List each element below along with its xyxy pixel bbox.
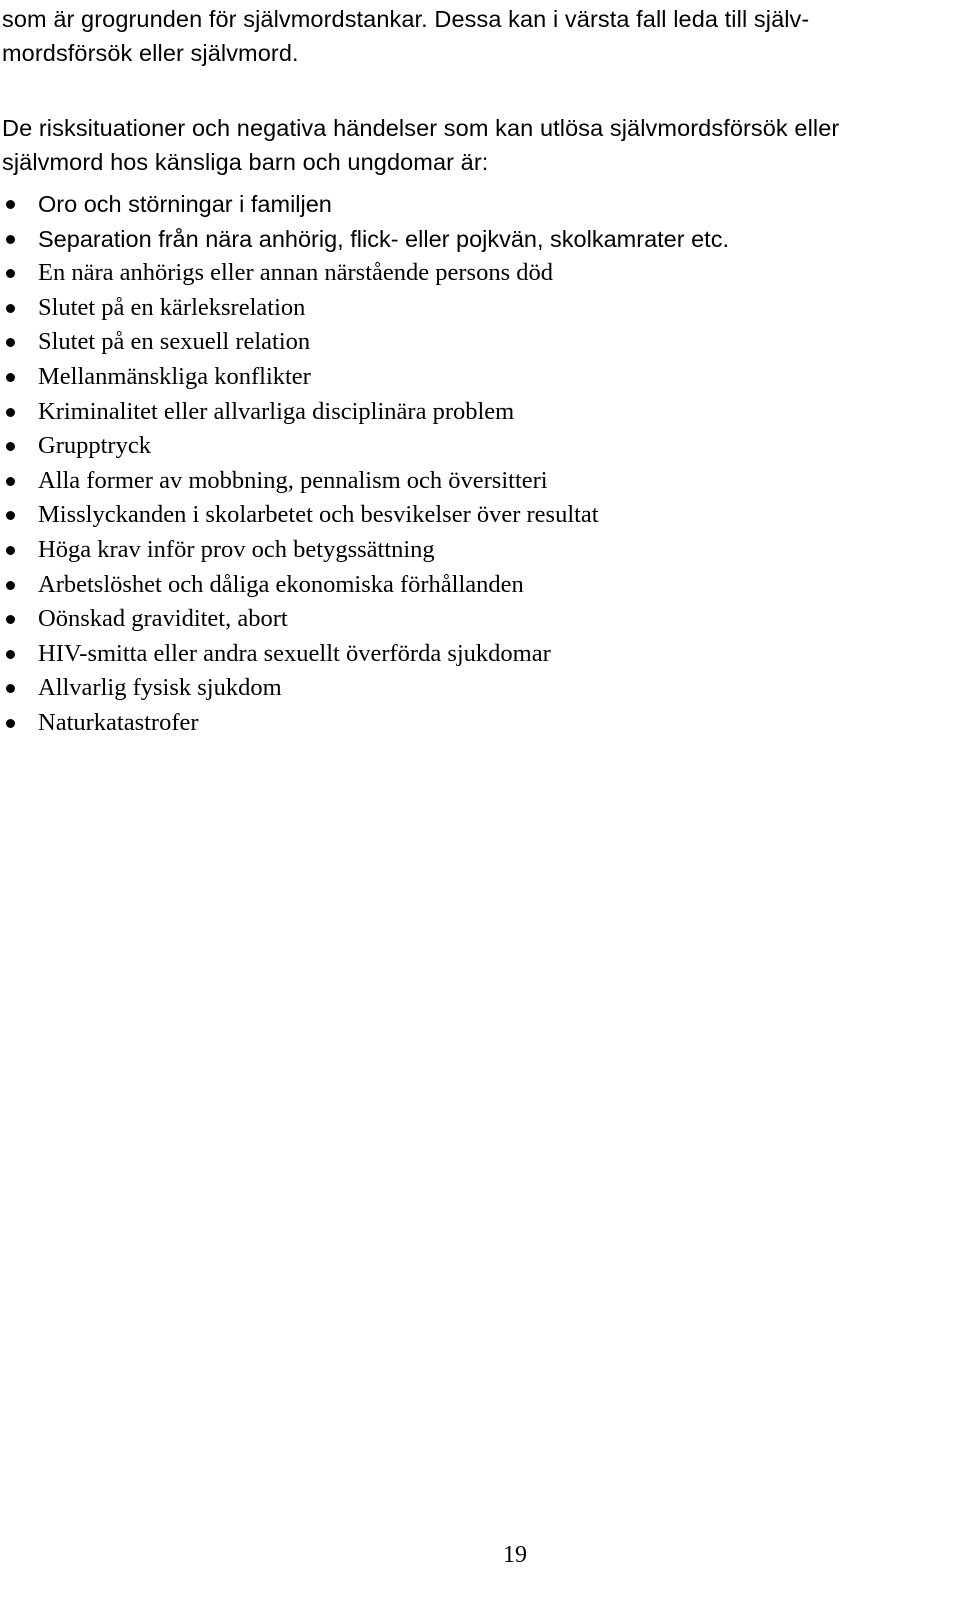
bullet-icon xyxy=(6,477,15,486)
list-item-text: Alla former av mobbning, pennalism och översitteri xyxy=(38,466,548,494)
bullet-icon xyxy=(6,581,15,590)
bullet-icon xyxy=(6,373,15,382)
list-item-text: Mellanmänskliga konflikter xyxy=(38,362,311,390)
paragraph-line: mordsförsök eller självmord. xyxy=(2,40,299,66)
bullet-icon xyxy=(6,615,15,624)
bullet-icon xyxy=(6,511,15,520)
list-item-text: En nära anhörigs eller annan närstående persons död xyxy=(38,259,553,287)
paragraph-line: självmord hos känsliga barn och ungdomar är: xyxy=(2,149,489,175)
list-item-text: Slutet på en kärleksrelation xyxy=(38,293,306,321)
bullet-icon xyxy=(6,235,15,244)
bullet-icon xyxy=(6,442,15,451)
list-item-text: HIV-smitta eller andra sexuellt överförda sjukdomar xyxy=(38,639,551,667)
bullet-icon xyxy=(6,200,15,209)
list-item-text: Oro och störningar i familjen xyxy=(38,191,332,217)
list-item-text: Separation från nära anhörig, flick- eller pojkvän, skolkamrater etc. xyxy=(38,225,729,252)
bullet-icon xyxy=(6,269,15,278)
bullet-icon xyxy=(6,684,15,693)
list-item-text: Oönskad graviditet, abort xyxy=(38,605,288,633)
list-item-text: Misslyckanden i skolarbetet och besvikelser över resultat xyxy=(38,501,599,529)
bullet-icon xyxy=(6,338,15,347)
bullet-icon xyxy=(6,719,15,728)
list-item-text: Grupptryck xyxy=(38,432,151,460)
page-number: 19 xyxy=(503,1542,527,1568)
list-item-text: Slutet på en sexuell relation xyxy=(38,328,311,356)
risk-intro-paragraph xyxy=(2,111,839,179)
bullet-icon xyxy=(6,408,15,417)
paragraph-line: De risksituationer och negativa händelser som kan utlösa självmordsförsök eller xyxy=(2,115,840,141)
list-item-text: Arbetslöshet och dåliga ekonomiska förhållanden xyxy=(38,570,524,598)
list-item-text: Höga krav inför prov och betygssättning xyxy=(38,535,435,563)
bullet-icon xyxy=(6,546,15,555)
list-item-text: Naturkatastrofer xyxy=(38,708,199,736)
bullet-icon xyxy=(6,650,15,659)
list-item-text: Allvarlig fysisk sjukdom xyxy=(38,674,282,702)
intro-paragraph xyxy=(2,2,809,70)
paragraph-line: som är grogrunden för självmordstankar. Dessa kan i värsta fall leda till själv- xyxy=(2,6,810,32)
bullet-icon xyxy=(6,304,15,313)
list-item-text: Kriminalitet eller allvarliga disciplinära problem xyxy=(38,397,515,425)
